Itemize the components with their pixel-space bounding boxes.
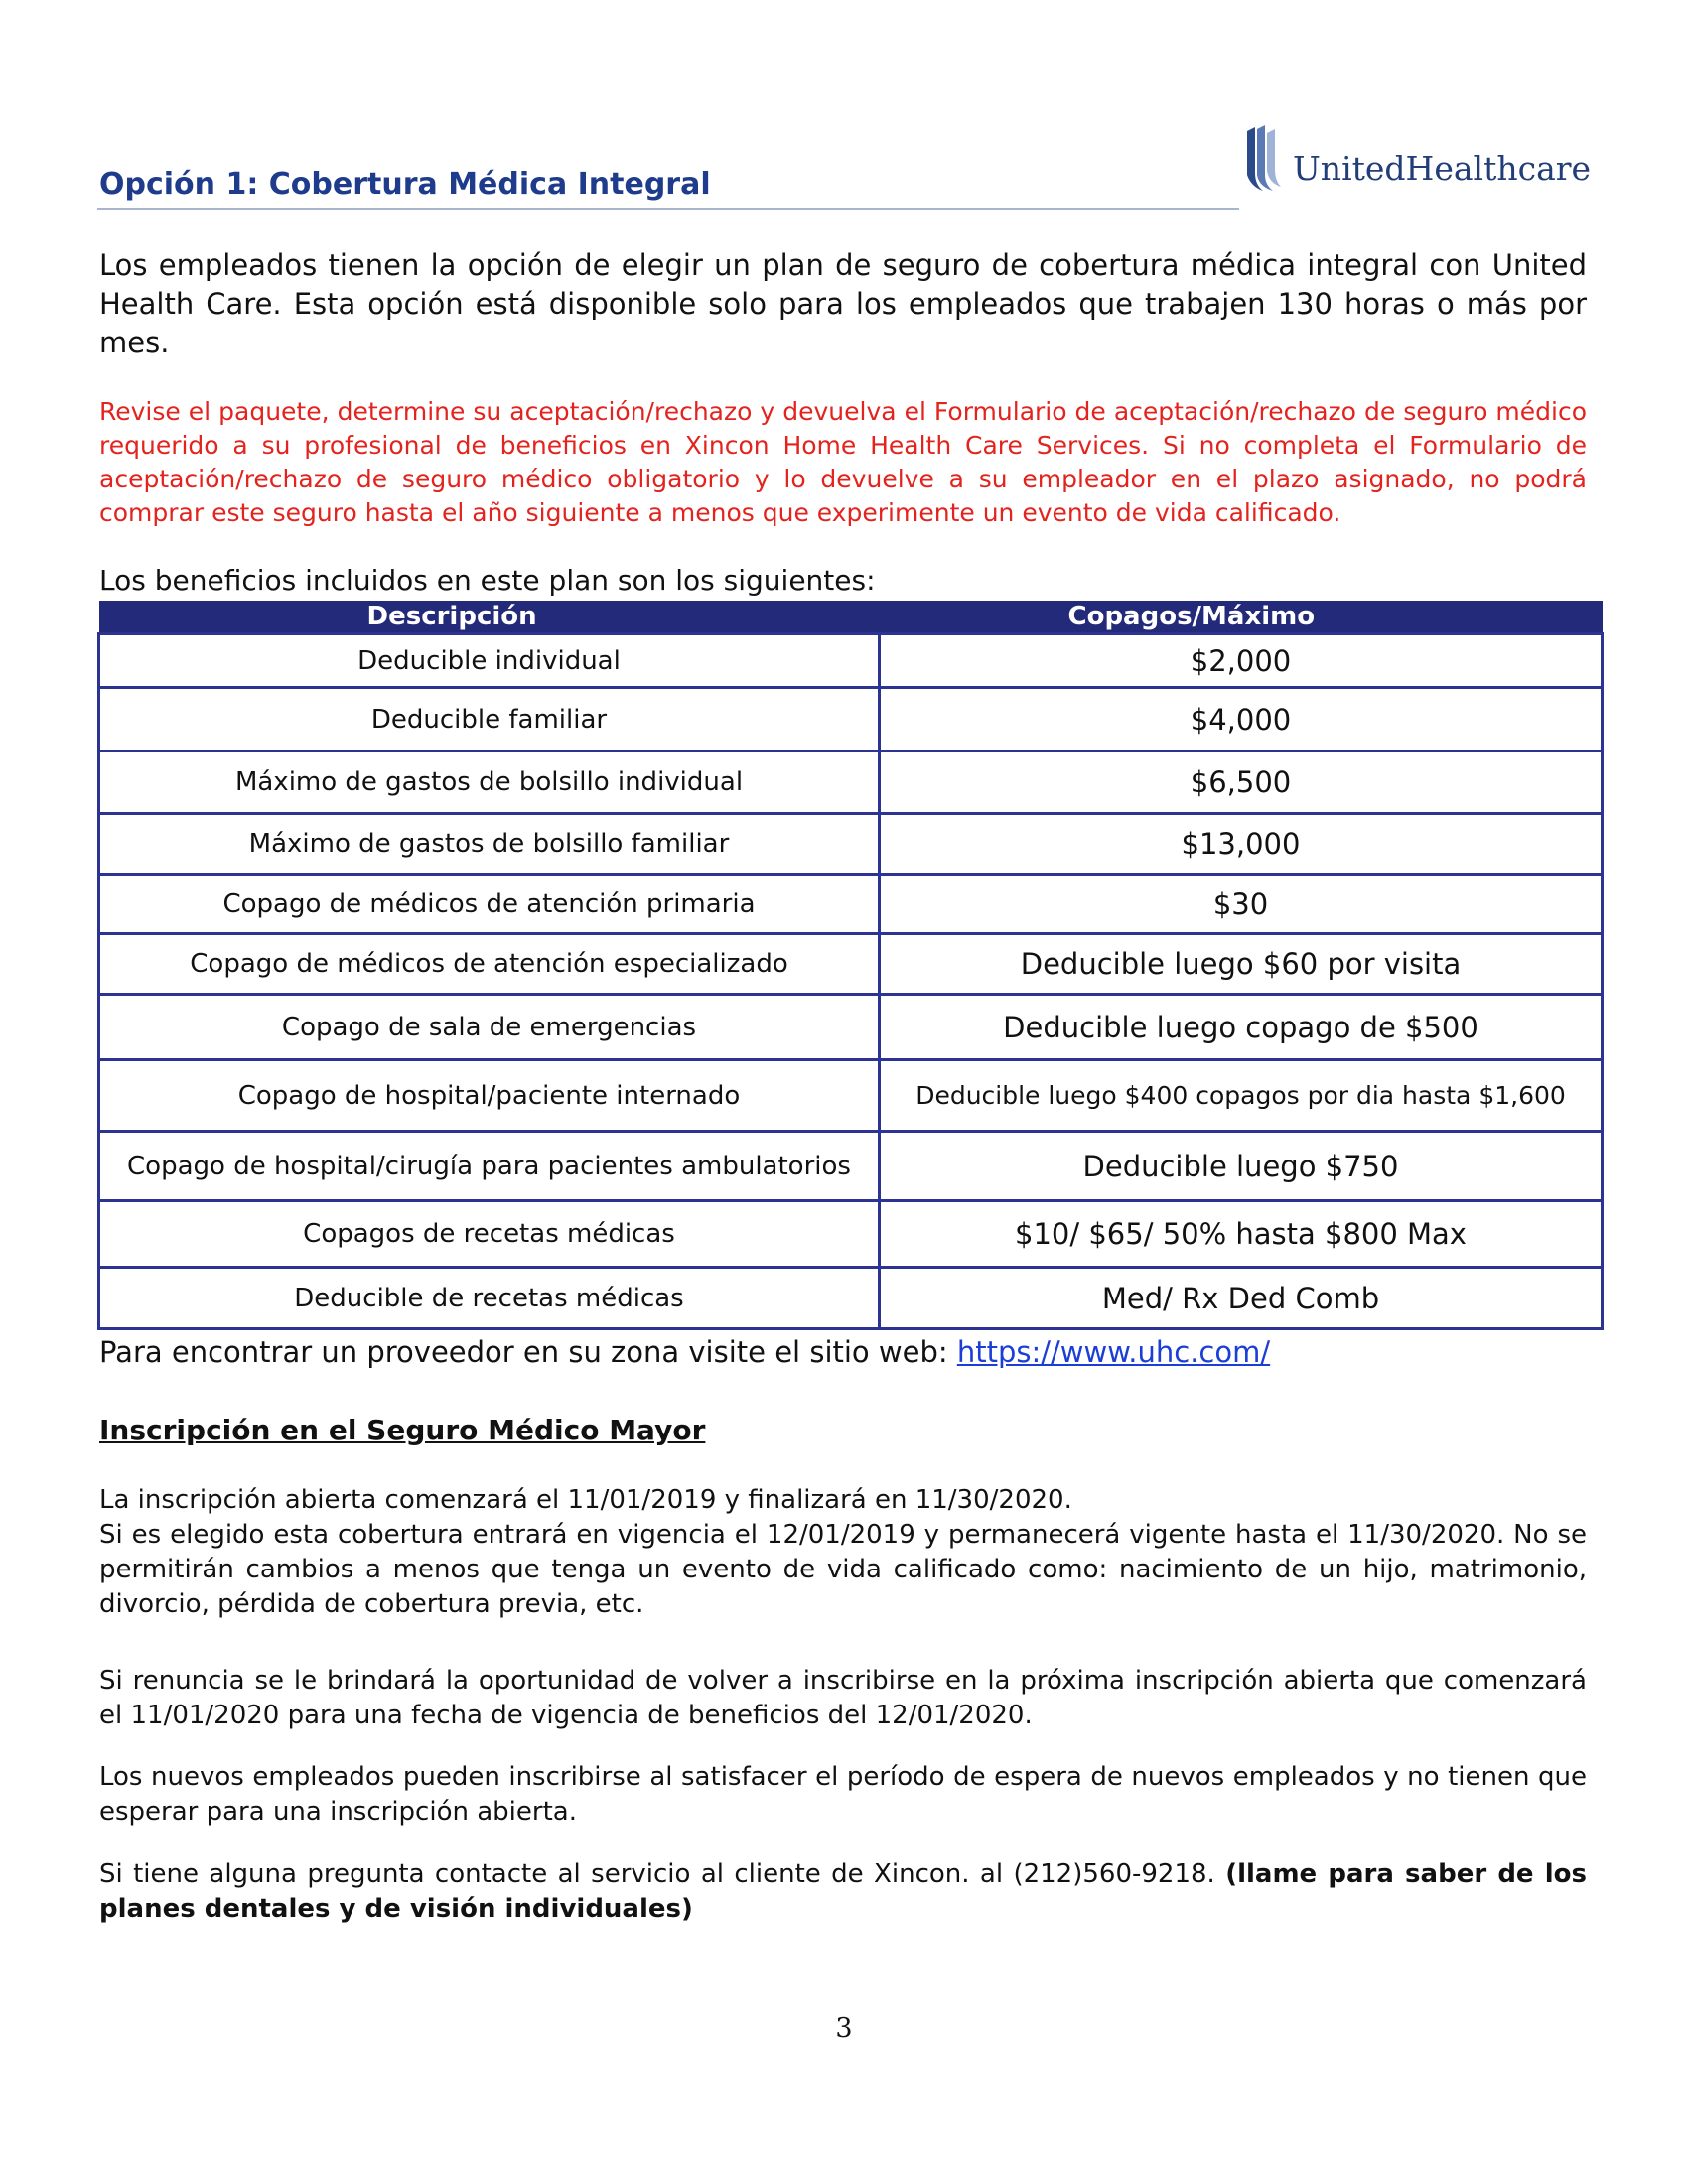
intro-paragraph: Los empleados tienen la opción de elegir un plan de seguro de cobertura médica integral con United Health Care. Esta opción está disponible solo para los empleados que trabajen 130 horas o más por mes. [99,248,1587,359]
logo-wordmark: UnitedHealthcare [1293,149,1592,188]
unitedhealthcare-logo [1243,125,1591,205]
row-value: $13,000 [880,814,1603,875]
row-description: Copagos de recetas médicas [99,1201,880,1268]
provider-line [99,1333,1587,1371]
row-value: $2,000 [880,634,1603,688]
benefits-table [97,601,1604,1330]
enrollment-dates: La inscripción abierta comenzará el 11/01/2019 y finalizará en 11/30/2020. [99,1485,1072,1515]
row-description: Deducible familiar [99,688,880,751]
page-number: 3 [835,2013,853,2044]
table-row [99,688,1603,751]
title-divider [97,208,1239,210]
benefits-intro: Los beneficios incluidos en este plan son los siguientes: [99,564,876,597]
row-description: Copago de sala de emergencias [99,995,880,1060]
row-value: $6,500 [880,751,1603,814]
row-description: Máximo de gastos de bolsillo familiar [99,814,880,875]
table-row [99,634,1603,688]
column-header-copay: Copagos/Máximo [880,601,1603,634]
table-row [99,875,1603,934]
row-description: Copago de hospital/cirugía para pacientes ambulatorios [99,1132,880,1201]
enrollment-paragraph-4 [99,1857,1587,1927]
table-row [99,1060,1603,1132]
table-row [99,814,1603,875]
enrollment-heading: Inscripción en el Seguro Médico Mayor [99,1414,706,1446]
table-header-row [99,601,1603,634]
row-value: Med/ Rx Ded Comb [880,1268,1603,1329]
row-value: $30 [880,875,1603,934]
row-value: $4,000 [880,688,1603,751]
shield-logo-icon [1243,125,1283,197]
row-description: Deducible de recetas médicas [99,1268,880,1329]
row-value: Deducible luego $750 [880,1132,1603,1201]
enrollment-paragraph-2: Si renuncia se le brindará la oportunidad de volver a inscribirse en la próxima inscripción abierta que comenzará el 11/01/2020 para una fecha de vigencia de beneficios del 12/01/2020. [99,1666,1587,1730]
uhc-link[interactable]: https://www.uhc.com/ [956,1335,1271,1369]
column-header-description: Descripción [99,601,880,634]
row-description: Máximo de gastos de bolsillo individual [99,751,880,814]
table-row [99,751,1603,814]
page-title: Opción 1: Cobertura Médica Integral [99,167,711,202]
enrollment-coverage: Si es elegido esta cobertura entrará en vigencia el 12/01/2019 y permanecerá vigente hasta el 11/30/2020. No se permitirán cambios a menos que tenga un evento de vida calificado como: nacimiento de un hijo, matrimonio, divorcio, pérdida de cobertura previa, etc. [99,1520,1587,1619]
enrollment-paragraph-1 [99,1483,1587,1622]
table-row [99,1268,1603,1329]
row-description: Copago de médicos de atención primaria [99,875,880,934]
row-description: Copago de hospital/paciente internado [99,1060,880,1132]
table-row [99,1132,1603,1201]
contact-text: Si tiene alguna pregunta contacte al servicio al cliente de Xincon. al (212)560-9218. [99,1859,1226,1889]
table-row [99,1201,1603,1268]
notice-paragraph: Revise el paquete, determine su aceptación/rechazo y devuelva el Formulario de aceptación/rechazo de seguro médico requerido a su profesional de beneficios en Xincon Home Health Care Services. Si no completa el Formulario de aceptación/rechazo de seguro médico obligatorio y lo devuelve a su empleador en el plazo asignado, no podrá comprar este seguro hasta el año siguiente a menos que experimente un evento de vida calificado. [99,397,1587,527]
provider-text: Para encontrar un proveedor en su zona visite el sitio web: [99,1335,957,1369]
enrollment-paragraph-3: Los nuevos empleados pueden inscribirse al satisfacer el período de espera de nuevos empleados y no tienen que esperar para una inscripción abierta. [99,1762,1587,1827]
table-row [99,934,1603,995]
row-value: Deducible luego copago de $500 [880,995,1603,1060]
contact-note: (llame para saber de los planes dentales y de visión individuales) [99,1859,1587,1924]
row-description: Copago de médicos de atención especializado [99,934,880,995]
table-row [99,995,1603,1060]
row-value: $10/ $65/ 50% hasta $800 Max [880,1201,1603,1268]
row-value: Deducible luego $60 por visita [880,934,1603,995]
row-description: Deducible individual [99,634,880,688]
row-value: Deducible luego $400 copagos por dia hasta $1,600 [880,1060,1603,1132]
